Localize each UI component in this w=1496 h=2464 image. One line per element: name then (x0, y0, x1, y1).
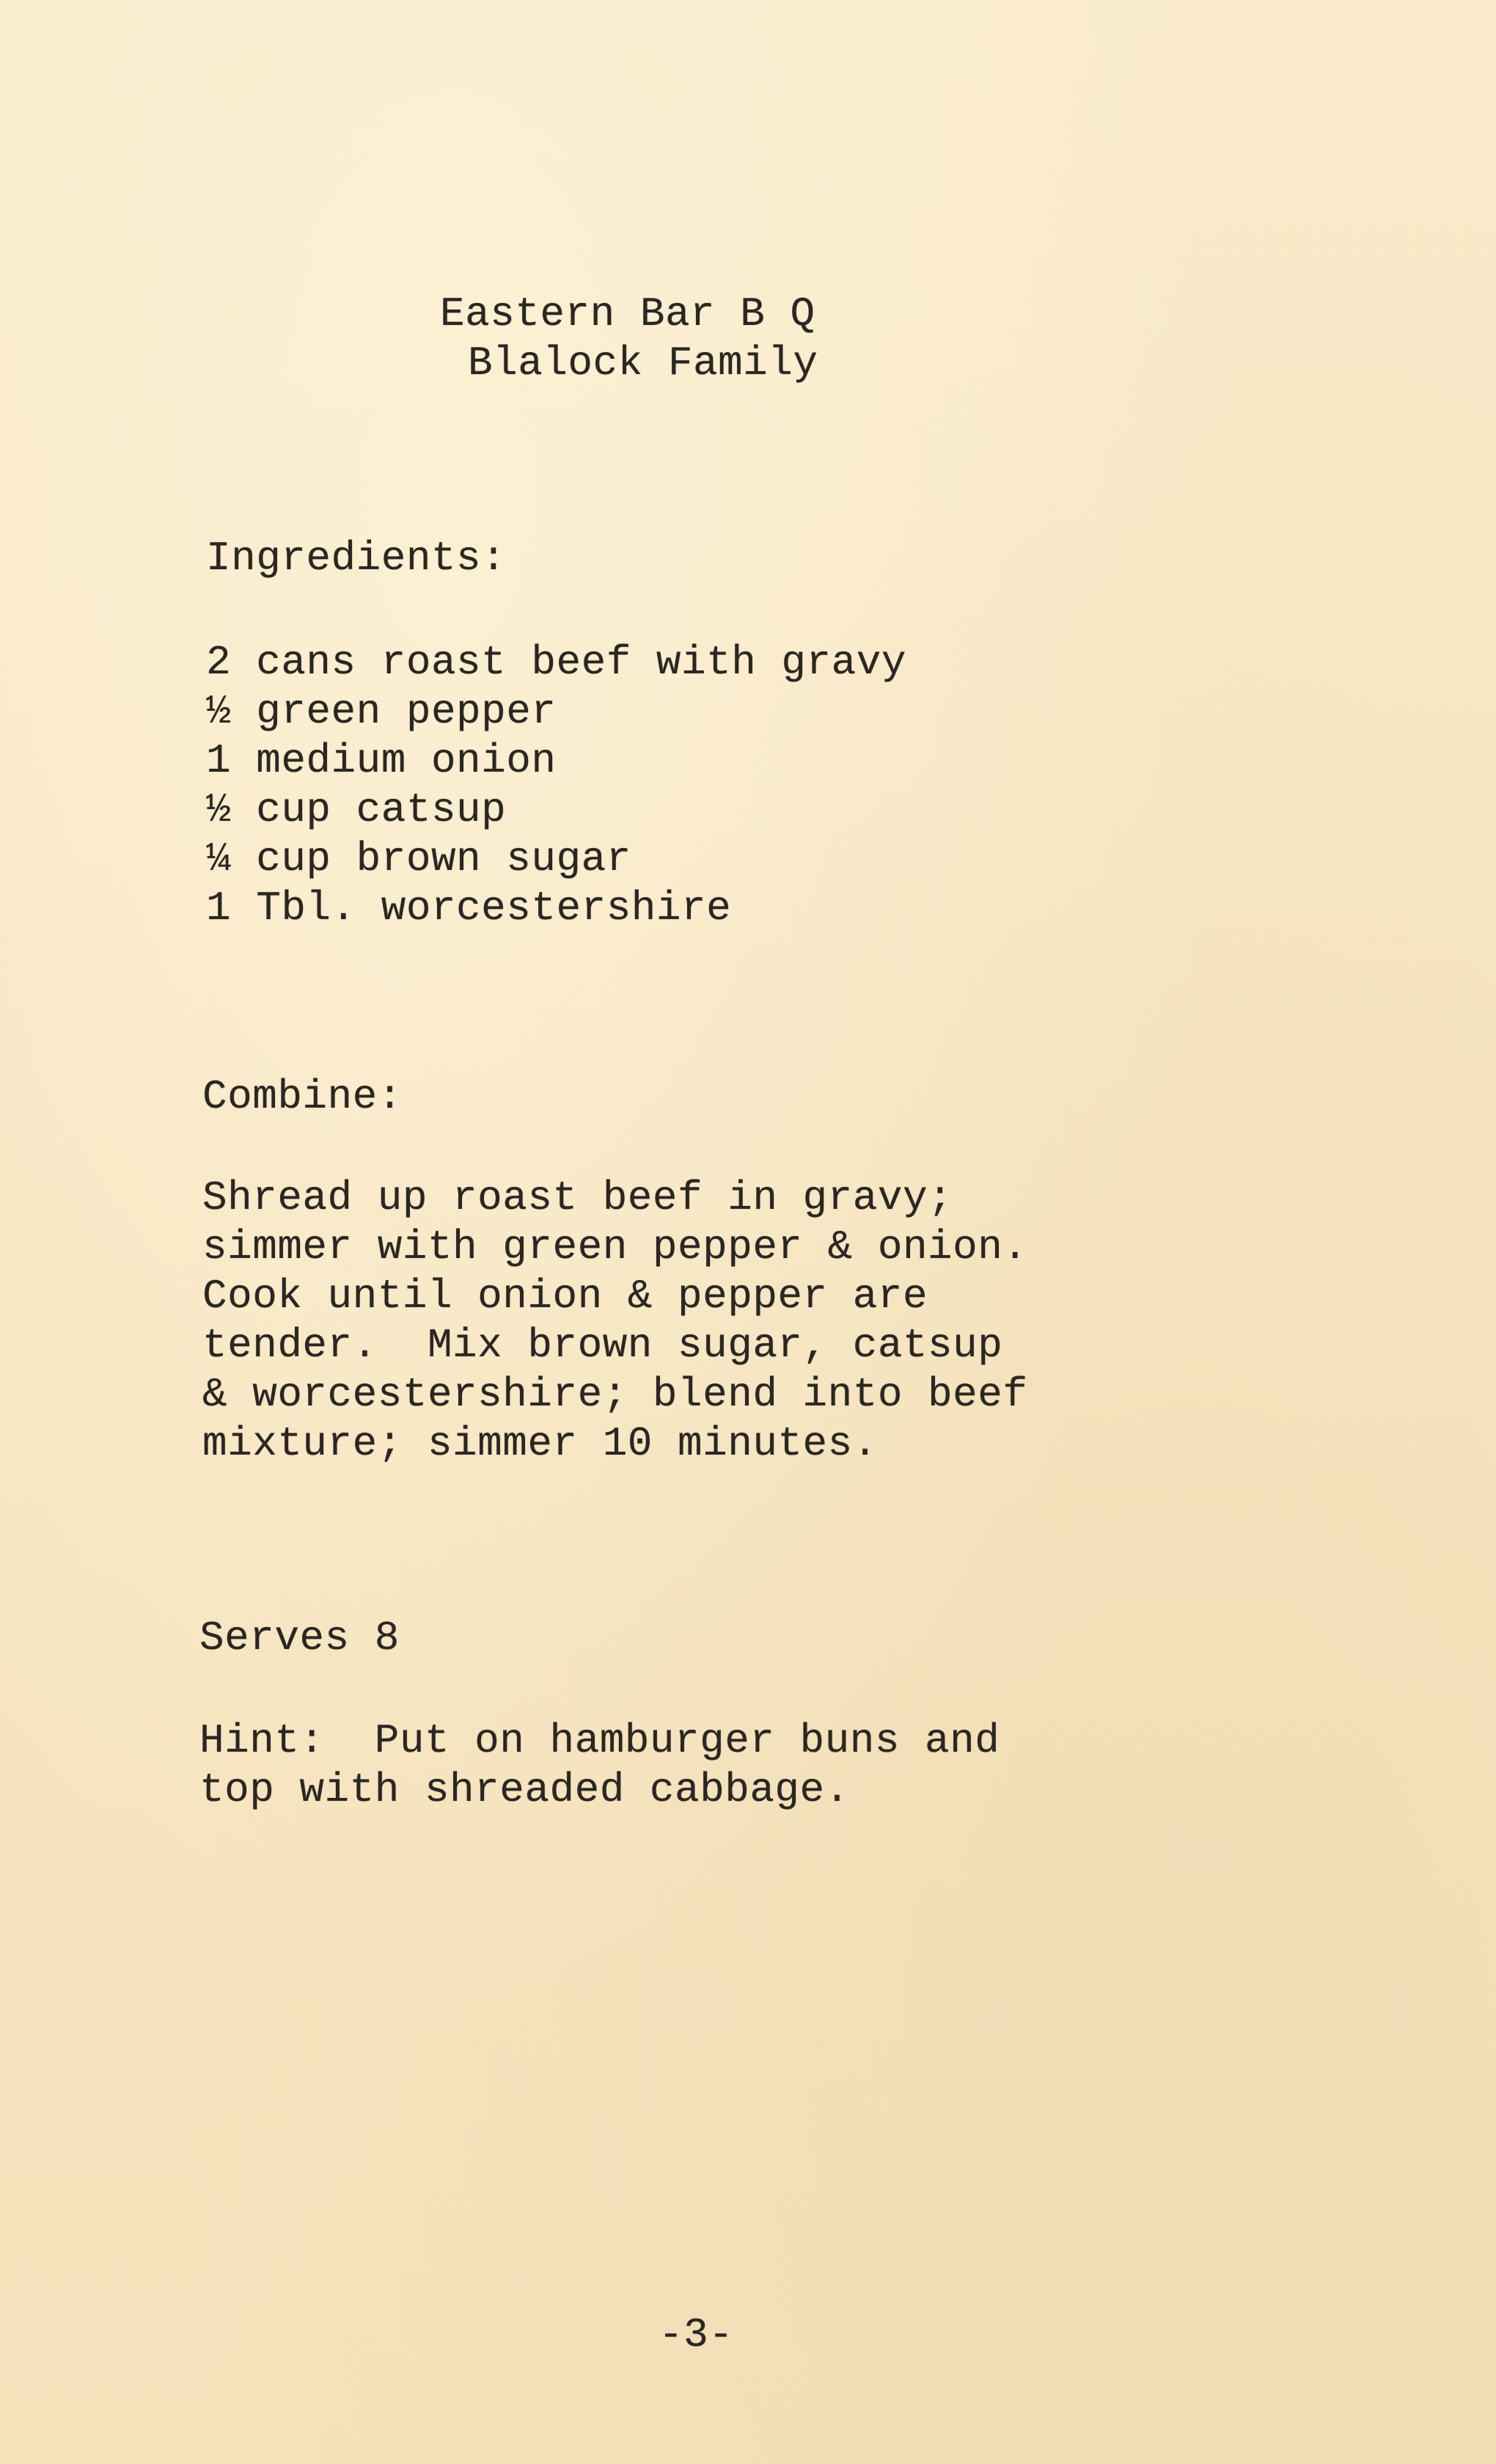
instructions (202, 1174, 1027, 1469)
recipe-contributor: Blalock Family (468, 340, 818, 387)
instruction-line: simmer with green pepper & onion. (202, 1224, 1028, 1271)
ingredient-item: ½ cup catsup (206, 786, 507, 833)
instruction-line: Shread up roast beef in gravy; (202, 1174, 953, 1221)
instruction-line: tender. Mix brown sugar, catsup (202, 1322, 1003, 1369)
ingredient-item: ½ green pepper (206, 688, 557, 735)
instruction-line: mixture; simmer 10 minutes. (202, 1420, 878, 1467)
ingredients-heading: Ingredients: (206, 535, 507, 582)
ingredient-item: 2 cans roast beef with gravy (206, 639, 906, 686)
ingredient-item: ¼ cup brown sugar (206, 836, 631, 882)
hint-line: top with shreaded cabbage. (199, 1766, 850, 1813)
instruction-line: & worcestershire; blend into beef (202, 1371, 1028, 1418)
ingredient-item: 1 Tbl. worcestershire (206, 885, 732, 932)
hint (199, 1717, 1000, 1815)
reverse-side-bleed-through (719, 293, 1247, 1907)
recipe-title: Eastern Bar B Q (440, 290, 815, 337)
combine-heading: Combine: (202, 1073, 403, 1120)
ingredient-list (206, 638, 906, 933)
page-number: -3- (659, 2311, 734, 2358)
instruction-line: Cook until onion & pepper are (202, 1273, 928, 1320)
servings: Serves 8 (199, 1615, 400, 1661)
ingredient-item: 1 medium onion (206, 737, 557, 784)
hint-line: Hint: Put on hamburger buns and (199, 1717, 1000, 1764)
